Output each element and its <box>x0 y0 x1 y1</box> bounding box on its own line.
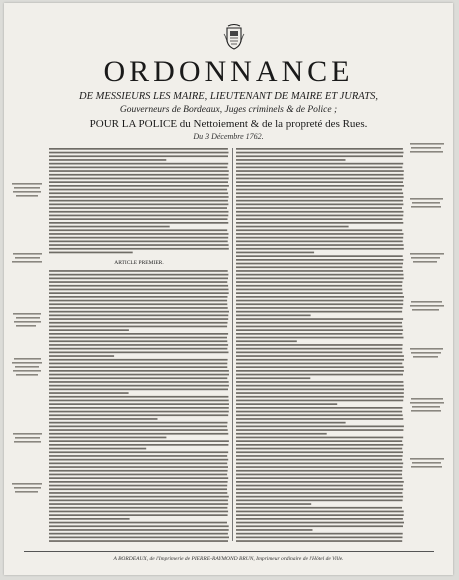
subject-line: POUR LA POLICE du Nettoiement & de la propreté des Rues. <box>89 118 368 130</box>
column-divider <box>232 148 233 541</box>
left-margin-notes <box>10 153 46 538</box>
issuers-subline: Gouverneurs de Bordeaux, Juges criminels & de Police ; <box>119 105 338 115</box>
document-sheet <box>4 3 453 575</box>
left-text-column <box>49 146 229 543</box>
footer-rule <box>24 551 434 552</box>
right-margin-notes <box>408 143 448 523</box>
document-title: ORDONNANCE <box>103 55 354 88</box>
date-line: Du 3 Décembre 1762. <box>193 132 264 141</box>
right-text-column <box>236 146 404 543</box>
article-heading: ARTICLE PREMIER. <box>114 260 164 266</box>
printer-imprint: A BORDEAUX, de l'Imprimerie de PIERRE-RAYMOND BRUN, Imprimeur ordinaire de l'Hôtel de Ville. <box>113 556 344 562</box>
coat-of-arms-icon <box>223 24 245 50</box>
issuers-line: DE MESSIEURS LES MAIRE, LIEUTENANT DE MAIRE ET JURATS, <box>78 91 379 102</box>
